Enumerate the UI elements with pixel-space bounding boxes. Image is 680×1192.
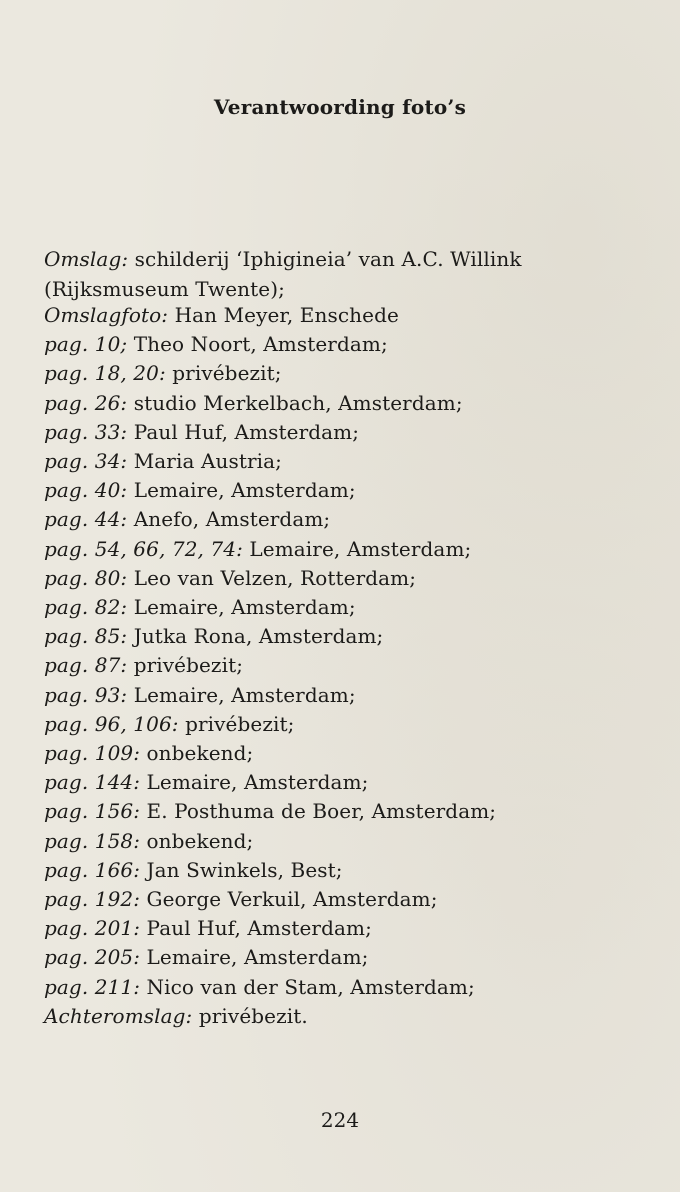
credit-entry — [44, 652, 243, 679]
credit-page-label: Achteromslag: — [44, 1003, 193, 1028]
credit-entry — [44, 682, 356, 709]
credit-source: privébezit; — [133, 653, 244, 678]
credit-page-label: pag. 26: — [44, 390, 128, 415]
credit-page-label: pag. 80: — [44, 565, 128, 590]
credit-source: Theo Noort, Amsterdam; — [133, 332, 388, 357]
credit-page-label: pag. 96, 106: — [44, 711, 179, 736]
credit-source: Anefo, Amsterdam; — [133, 507, 331, 532]
credit-entry — [44, 390, 463, 417]
credit-source: Jutka Rona, Amsterdam; — [133, 624, 384, 649]
credit-entry — [44, 886, 438, 913]
credit-source: studio Merkelbach, Amsterdam; — [133, 390, 463, 415]
credit-source: privébezit; — [172, 361, 282, 386]
credit-entry — [44, 1003, 308, 1030]
credit-source: Lemaire, Amsterdam; — [133, 478, 356, 503]
credit-entry — [44, 565, 416, 592]
credit-entry — [44, 974, 475, 1001]
credit-entry — [44, 506, 330, 533]
credit-source: Lemaire, Amsterdam; — [146, 945, 369, 970]
credit-entry — [44, 331, 388, 358]
credit-entry — [44, 769, 368, 796]
credit-entry — [44, 915, 372, 942]
credit-source: Lemaire, Amsterdam; — [133, 682, 356, 707]
credit-entry — [44, 419, 359, 446]
credit-source: Maria Austria; — [133, 449, 282, 473]
credit-page-label: pag. 93: — [44, 682, 128, 707]
credit-entry — [44, 711, 294, 738]
credit-entry — [44, 477, 356, 504]
credit-page-label: pag. 166: — [44, 857, 141, 882]
credit-page-label: Omslagfoto: — [44, 303, 169, 327]
credit-page-label: Omslag: — [44, 247, 129, 271]
credit-page-label: pag. 211: — [44, 974, 141, 999]
credit-entry — [44, 536, 471, 563]
credit-page-label: pag. 40: — [44, 478, 128, 503]
credit-source: schilderij ‘Iphigineia’ van A.C. Willink (Rijksmuseum Twente); — [44, 247, 522, 301]
credit-entry — [44, 244, 616, 304]
credit-entry — [44, 360, 282, 387]
credit-page-label: pag. 144: — [44, 770, 141, 795]
credit-source: Leo van Velzen, Rotterdam; — [133, 565, 417, 590]
credit-source: Jan Swinkels, Best; — [146, 857, 343, 882]
credit-source: Nico van der Stam, Amsterdam; — [146, 974, 475, 999]
credit-entry — [44, 302, 399, 329]
credit-entry — [44, 448, 282, 475]
credit-page-label: pag. 109: — [44, 741, 141, 765]
credit-entry — [44, 944, 368, 971]
credit-source: Paul Huf, Amsterdam; — [146, 916, 372, 941]
credit-page-label: pag. 156: — [44, 799, 141, 824]
credit-page-label: pag. 33: — [44, 419, 128, 444]
credit-page-label: pag. 44: — [44, 507, 128, 532]
credit-page-label: pag. 87: — [44, 653, 128, 678]
credit-page-label: pag. 54, 66, 72, 74: — [44, 536, 243, 561]
credit-page-label: pag. 205: — [44, 945, 141, 970]
page-heading: Verantwoording foto’s — [213, 95, 467, 119]
page-number: 224 — [320, 1108, 360, 1132]
credit-source: privébezit. — [198, 1003, 308, 1028]
credit-page-label: pag. 158: — [44, 828, 141, 853]
credit-source: Lemaire, Amsterdam; — [249, 536, 472, 561]
credit-entry — [44, 798, 496, 825]
credit-entry — [44, 623, 383, 650]
credit-source: George Verkuil, Amsterdam; — [146, 887, 438, 911]
credit-page-label: pag. 192: — [44, 887, 141, 911]
credit-source: onbekend; — [146, 828, 254, 853]
credit-entry — [44, 594, 356, 621]
credit-source: Lemaire, Amsterdam; — [146, 770, 369, 795]
credit-source: Han Meyer, Enschede — [174, 303, 399, 327]
credit-page-label: pag. 85: — [44, 624, 128, 649]
credit-entry — [44, 828, 253, 855]
credit-page-label: pag. 10; — [44, 332, 128, 357]
credit-page-label: pag. 18, 20: — [44, 361, 166, 386]
credit-page-label: pag. 201: — [44, 916, 141, 941]
credit-source: E. Posthuma de Boer, Amsterdam; — [146, 799, 497, 824]
credit-page-label: pag. 82: — [44, 595, 128, 619]
credit-source: privébezit; — [185, 711, 295, 736]
credit-entry — [44, 740, 253, 767]
credit-page-label: pag. 34: — [44, 449, 128, 473]
credit-entry — [44, 857, 343, 884]
credit-source: onbekend; — [146, 741, 254, 765]
credit-source: Lemaire, Amsterdam; — [133, 595, 356, 619]
credit-source: Paul Huf, Amsterdam; — [133, 419, 360, 444]
